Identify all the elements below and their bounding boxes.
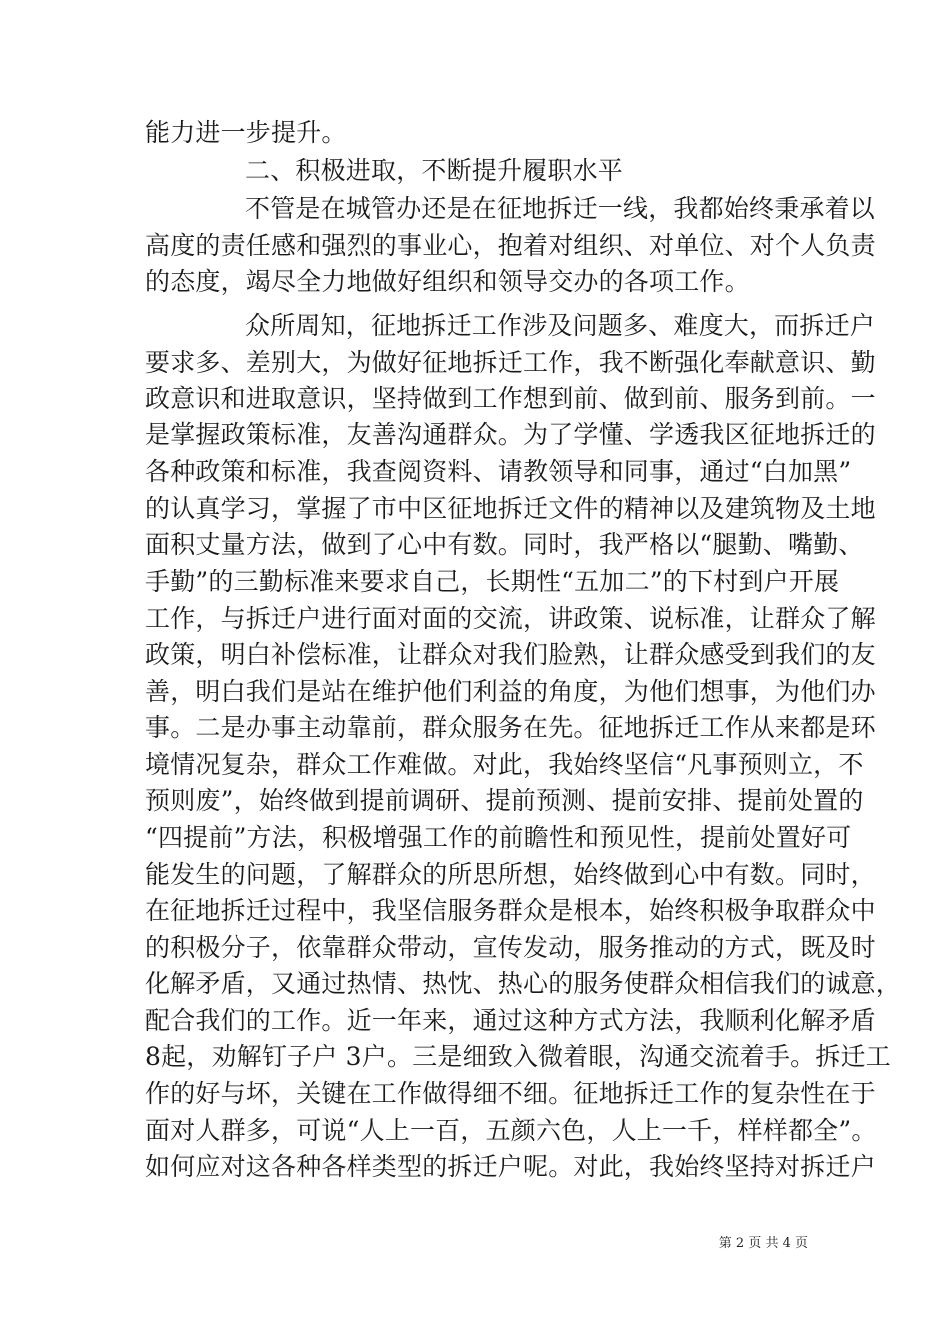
paragraph-line: 要求多、差别大，为做好征地拆迁工作，我不断强化奉献意识、勤 bbox=[145, 348, 876, 377]
paragraph-line: 手勤”的三勤标准来要求自己，长期性“五加二”的下村到户开展 bbox=[145, 567, 840, 596]
page-number: 第 2 页 共 4 页 bbox=[718, 1236, 808, 1251]
paragraph-line: 的积极分子，依靠群众带动，宣传发动，服务推动的方式，既及时 bbox=[145, 933, 876, 962]
paragraph-line: 能力进一步提升。 bbox=[145, 118, 347, 147]
paragraph-line: 的态度，竭尽全力地做好组织和领导交办的各项工作。 bbox=[145, 267, 750, 296]
paragraph-line: 境情况复杂，群众工作难做。对此，我始终坚信“凡事预则立，不 bbox=[145, 750, 864, 779]
paragraph-line: 不管是在城管办还是在征地拆迁一线，我都始终秉承着以 bbox=[245, 194, 876, 223]
paragraph-line: 在征地拆迁过程中，我坚信服务群众是根本，始终积极争取群众中 bbox=[145, 896, 876, 925]
paragraph-line: 能发生的问题，了解群众的所思所想，始终做到心中有数。同时， bbox=[145, 860, 876, 889]
paragraph-line: 8起，劝解钉子户 3户。三是细致入微着眼，沟通交流着手。拆迁工 bbox=[145, 1042, 891, 1071]
paragraph-line: 高度的责任感和强烈的事业心，抱着对组织、对单位、对个人负责 bbox=[145, 231, 876, 260]
paragraph-line: 各种政策和标准，我查阅资料、请教领导和同事，通过“白加黑” bbox=[145, 457, 852, 486]
paragraph-line: 的认真学习，掌握了市中区征地拆迁文件的精神以及建筑物及土地 bbox=[145, 494, 876, 523]
paragraph-line: 配合我们的工作。近一年来，通过这种方式方法，我顺利化解矛盾 bbox=[145, 1006, 876, 1035]
paragraph-line: 如何应对这各种各样类型的拆迁户呢。对此，我始终坚持对拆迁户 bbox=[145, 1152, 876, 1181]
paragraph-line: “四提前”方法，积极增强工作的前瞻性和预见性，提前处置好可 bbox=[145, 823, 852, 852]
paragraph-line: 政策，明白补偿标准，让群众对我们脸熟，让群众感受到我们的友 bbox=[145, 640, 876, 669]
paragraph-line: 化解矛盾，又通过热情、热忱、热心的服务使群众相信我们的诚意， bbox=[145, 969, 902, 998]
paragraph-line: 预则废”，始终做到提前调研、提前预测、提前安排、提前处置的 bbox=[145, 786, 864, 815]
paragraph-line: 作的好与坏，关键在工作做得细不细。征地拆迁工作的复杂性在于 bbox=[145, 1079, 876, 1108]
paragraph-line: 面积丈量方法，做到了心中有数。同时，我严格以“腿勤、嘴勤、 bbox=[145, 530, 864, 559]
section-heading: 二、积极进取，不断提升履职水平 bbox=[245, 156, 624, 185]
paragraph-line: 政意识和进取意识，坚持做到工作想到前、做到前、服务到前。一 bbox=[145, 384, 876, 413]
paragraph-line: 事。二是办事主动靠前，群众服务在先。征地拆迁工作从来都是环 bbox=[145, 713, 876, 742]
paragraph-line: 众所周知，征地拆迁工作涉及问题多、难度大，而拆迁户 bbox=[245, 311, 876, 340]
paragraph-line: 面对人群多，可说“人上一百，五颜六色，人上一千，样样都全”。 bbox=[145, 1116, 877, 1145]
paragraph-line: 是掌握政策标准，友善沟通群众。为了学懂、学透我区征地拆迁的 bbox=[145, 420, 876, 449]
paragraph-line: 工作，与拆迁户进行面对面的交流，讲政策、说标准，让群众了解 bbox=[145, 604, 876, 633]
paragraph-line: 善，明白我们是站在维护他们利益的角度，为他们想事，为他们办 bbox=[145, 677, 876, 706]
